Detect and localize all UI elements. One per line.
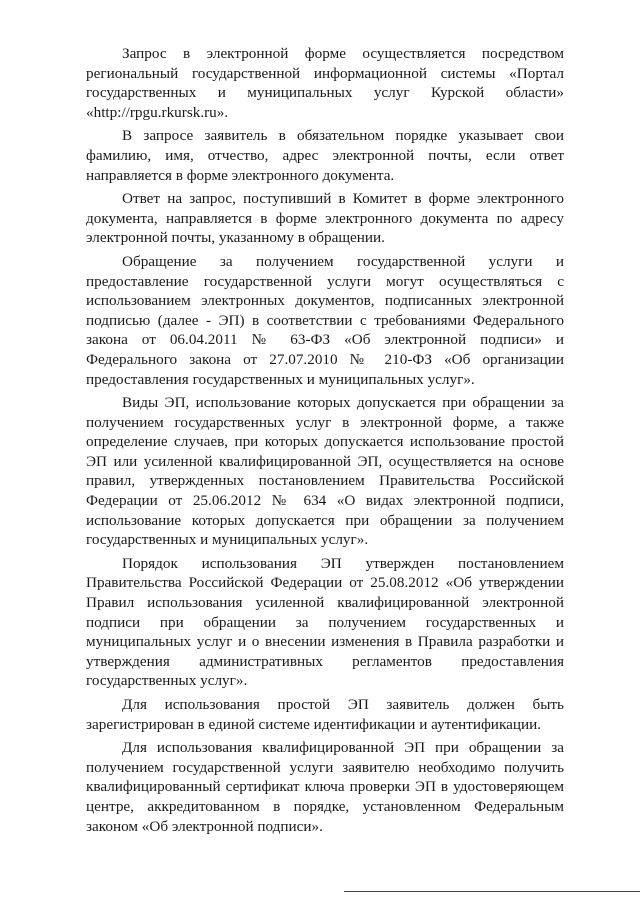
paragraph-simple-signature: Для использования простой ЭП заявитель должен быть зарегистрирован в единой системе идентификации и аутентификации. [86, 696, 564, 733]
footer-rule [344, 891, 640, 892]
document-page [86, 44, 564, 836]
paragraph-qualified-signature: Для использования квалифицированной ЭП при обращении за получением государственной услуги заявителю необходимо получить квалифицированный сертификат ключа проверки ЭП в удостоверяющем центре, аккредитованном в порядке, установленном Федеральным законом «Об электронной подписи». [86, 739, 564, 835]
paragraph-electronic-request: Запрос в электронной форме осуществляется посредством региональный государственной информационной системы «Портал государственных и муниципальных услуг Курской области» «http://rpgu.rkursk.ru». [86, 45, 564, 121]
paragraph-signature-procedure: Порядок использования ЭП утвержден постановлением Правительства Российской Федерации от 25.08.2012 «Об утверждении Правил использования усиленной квалифицированной электронной подписи при обращении за получением государственных и муниципальных услуг и о внесении изменения в Правила разработки и утверждения административных регламентов предоставления государственных услуг». [86, 554, 564, 690]
paragraph-signature-types: Виды ЭП, использование которых допускается при обращении за получением государственных услуг в электронной форме, а также определение случаев, при которых допускается использование простой ЭП или усиленной квалифицированной ЭП, осуществляется на основе правил, утвержденных постановлением Правительства Российской Федерации от 25.06.2012 № 634 «О видах электронной подписи, использование которых допускается при обращении за получением государственных и муниципальных услуг». [86, 394, 564, 549]
paragraph-electronic-signature-use: Обращение за получением государственной услуги и предоставление государственной услуги могут осуществляться с использованием электронных документов, подписанных электронной подписью (далее - ЭП) в соответствии с требованиями Федерального закона от 06.04.2011 № 63-ФЗ «Об электронной подписи» и Федерального закона от 27.07.2010 № 210-ФЗ «Об организации предоставления государственных и муниципальных услуг». [86, 252, 564, 388]
paragraph-applicant-details: В запросе заявитель в обязательном порядке указывает свои фамилию, имя, отчество, адрес электронной почты, если ответ направляется в форме электронного документа. [86, 127, 564, 184]
paragraph-response: Ответ на запрос, поступивший в Комитет в форме электронного документа, направляется в форме электронного документа по адресу электронной почты, указанному в обращении. [86, 190, 564, 247]
